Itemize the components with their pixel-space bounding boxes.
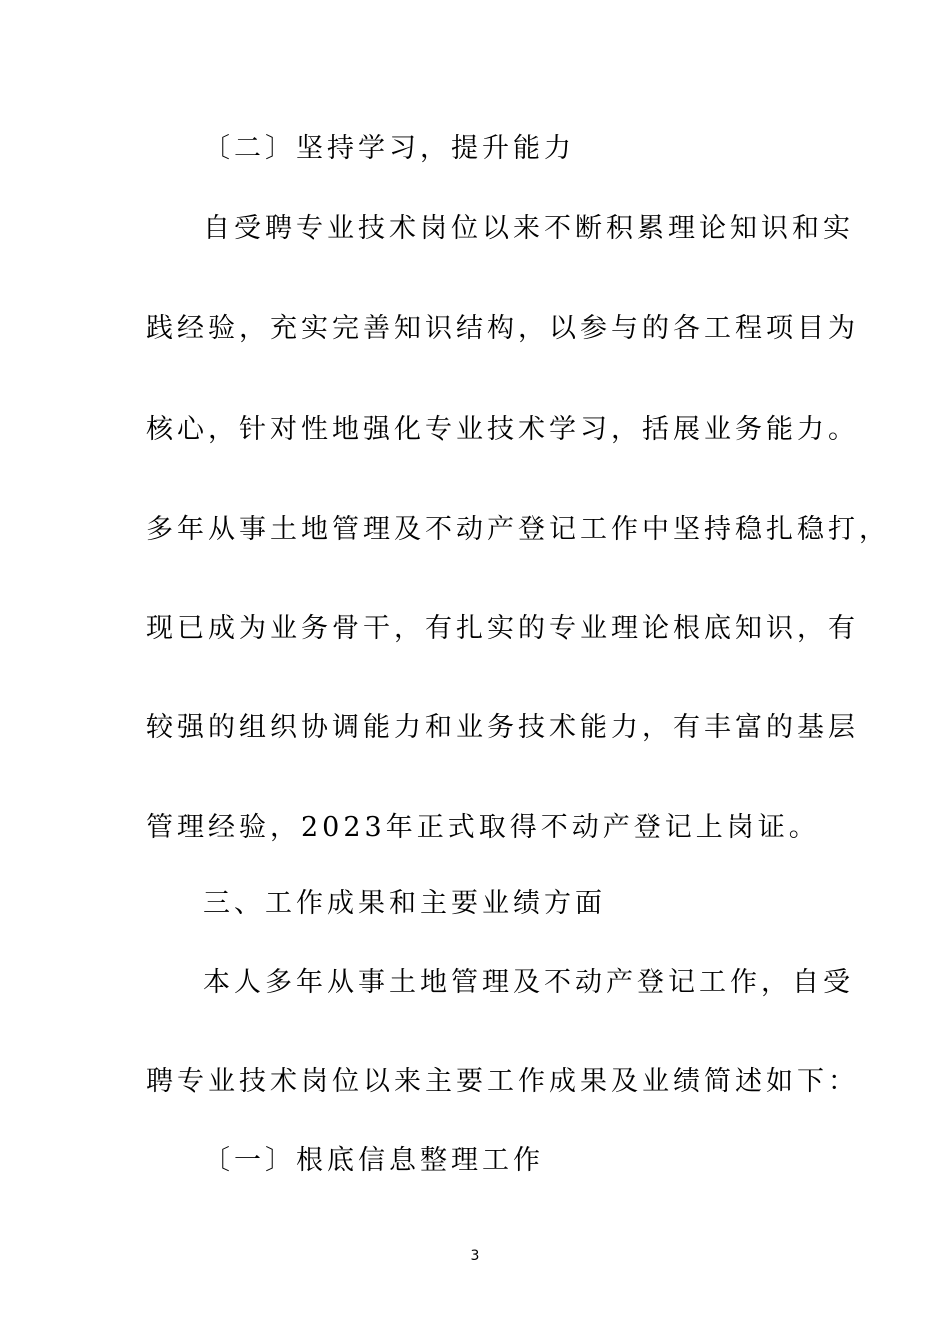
page-number: 3: [470, 1248, 480, 1264]
paragraph-line: 多年从事土地管理及不动产登记工作中坚持稳扎稳打，: [146, 514, 890, 545]
paragraph-line: 聘专业技术岗位以来主要工作成果及业绩简述如下：: [146, 1066, 859, 1097]
paragraph-line: 本人多年从事土地管理及不动产登记工作，自受: [203, 967, 854, 998]
paragraph-line: 管理经验，2023年正式取得不动产登记上岗证。: [146, 812, 820, 843]
subheading-basic-info: 〔一〕根底信息整理工作: [203, 1145, 544, 1176]
paragraph-line: 自受聘专业技术岗位以来不断积累理论知识和实: [203, 213, 854, 244]
paragraph-line: 践经验，充实完善知识结构，以参与的各工程项目为: [146, 313, 859, 344]
paragraph-line: 较强的组织协调能力和业务技术能力，有丰富的基层: [146, 712, 859, 743]
paragraph-line: 现已成为业务骨干，有扎实的专业理论根底知识，有: [146, 613, 859, 644]
paragraph-line: 核心，针对性地强化专业技术学习，括展业务能力。: [146, 414, 859, 445]
subheading-study: 〔二〕坚持学习，提升能力: [203, 133, 575, 164]
section-heading-achievements: 三、工作成果和主要业绩方面: [203, 888, 606, 919]
